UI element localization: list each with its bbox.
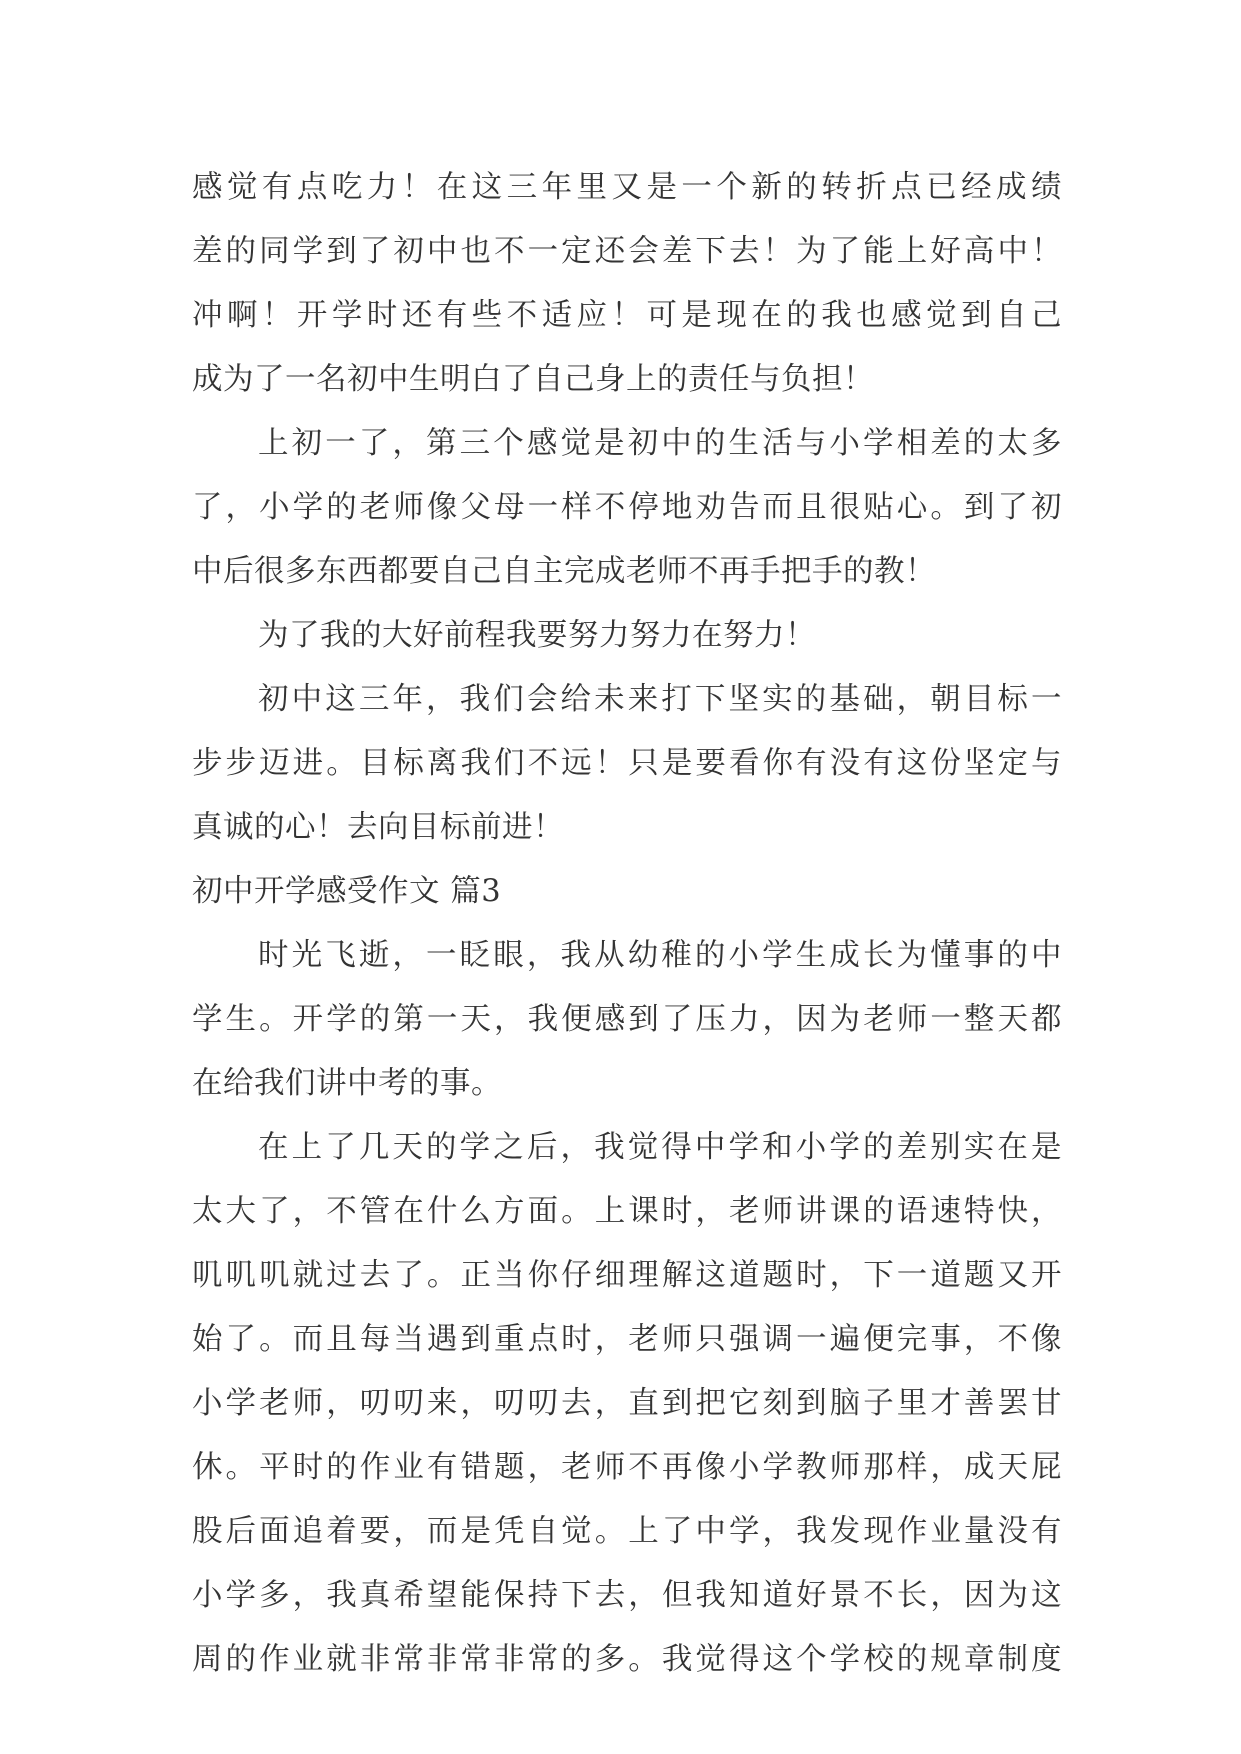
text-line: 步步迈进。目标离我们不远！只是要看你有没有这份坚定与 bbox=[192, 746, 1062, 781]
text-line: 初中这三年，我们会给未来打下坚实的基础，朝目标一 bbox=[258, 682, 1062, 717]
text-line: 始了。而且每当遇到重点时，老师只强调一遍便完事，不像 bbox=[192, 1322, 1062, 1357]
text-line: 差的同学到了初中也不一定还会差下去！为了能上好高中！ bbox=[192, 234, 1062, 269]
text-line: 周的作业就非常非常非常的多。我觉得这个学校的规章制度 bbox=[192, 1642, 1062, 1677]
text-line: 在上了几天的学之后，我觉得中学和小学的差别实在是 bbox=[258, 1130, 1062, 1165]
text-line: 真诚的心！去向目标前进！ bbox=[192, 810, 564, 845]
text-line: 太大了，不管在什么方面。上课时，老师讲课的语速特快， bbox=[192, 1194, 1062, 1229]
text-line: 叽叽叽就过去了。正当你仔细理解这道题时，下一道题又开 bbox=[192, 1258, 1062, 1293]
text-line: 上初一了，第三个感觉是初中的生活与小学相差的太多 bbox=[258, 426, 1062, 461]
text-line: 学生。开学的第一天，我便感到了压力，因为老师一整天都 bbox=[192, 1002, 1062, 1037]
text-line: 成为了一名初中生明白了自己身上的责任与负担！ bbox=[192, 362, 874, 397]
text-line: 小学老师，叨叨来，叨叨去，直到把它刻到脑子里才善罢甘 bbox=[192, 1386, 1062, 1421]
text-line: 冲啊！开学时还有些不适应！可是现在的我也感觉到自己 bbox=[192, 298, 1062, 333]
text-line: 股后面追着要，而是凭自觉。上了中学，我发现作业量没有 bbox=[192, 1514, 1062, 1549]
text-line: 小学多，我真希望能保持下去，但我知道好景不长，因为这 bbox=[192, 1578, 1062, 1613]
text-line: 休。平时的作业有错题，老师不再像小学教师那样，成天屁 bbox=[192, 1450, 1062, 1485]
text-line: 感觉有点吃力！在这三年里又是一个新的转折点已经成绩 bbox=[192, 170, 1062, 205]
text-line: 在给我们讲中考的事。 bbox=[192, 1066, 502, 1101]
text-line: 了，小学的老师像父母一样不停地劝告而且很贴心。到了初 bbox=[192, 490, 1062, 525]
text-line: 时光飞逝，一眨眼，我从幼稚的小学生成长为懂事的中 bbox=[258, 938, 1062, 973]
text-line: 为了我的大好前程我要努力努力在努力！ bbox=[258, 618, 816, 653]
text-line: 中后很多东西都要自己自主完成老师不再手把手的教！ bbox=[192, 554, 936, 589]
section-heading: 初中开学感受作文 篇3 bbox=[192, 874, 502, 909]
document-body bbox=[192, 156, 1062, 1692]
